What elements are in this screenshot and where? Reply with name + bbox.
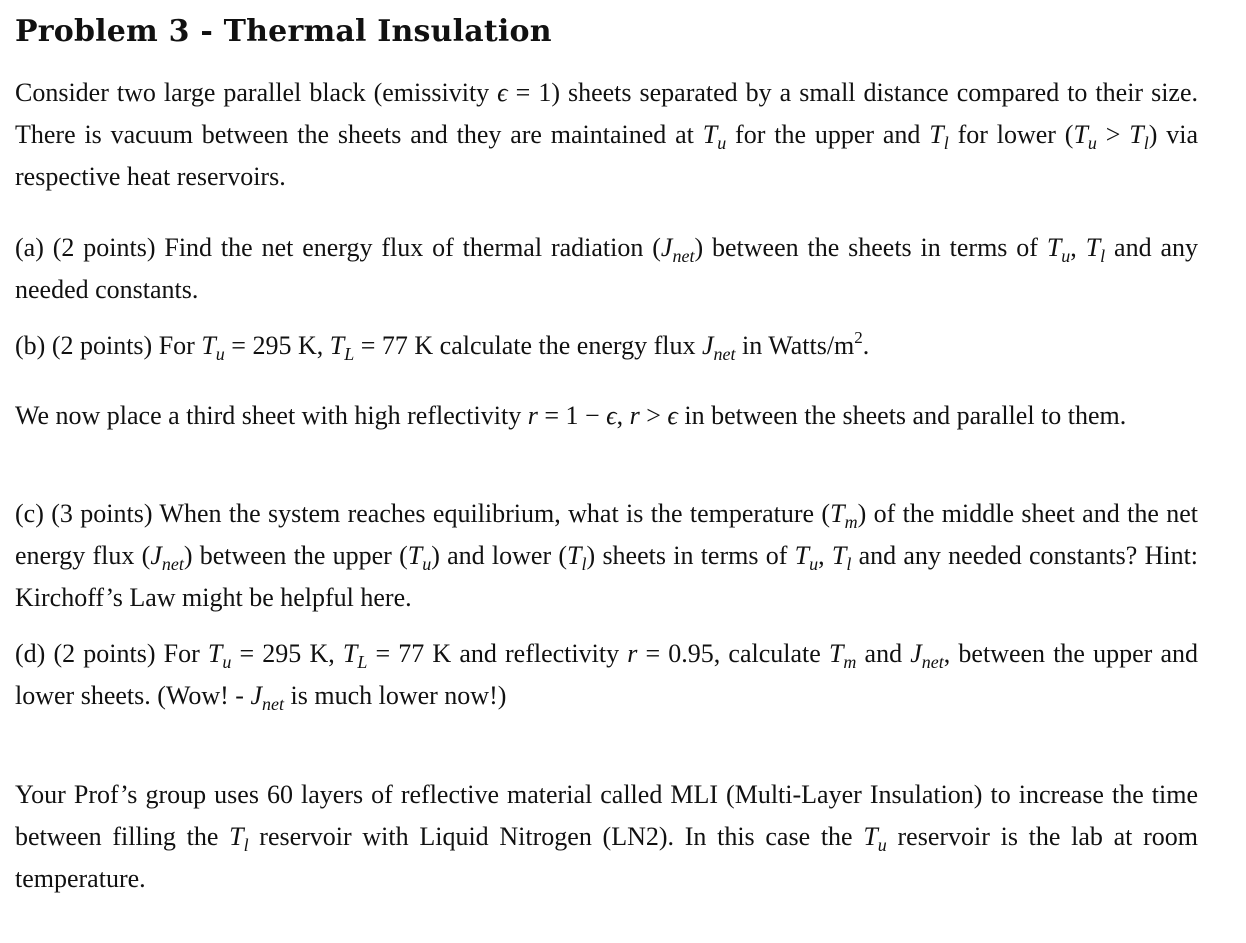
part-d: (d) (2 points) For $T_u = 295$ K, $T_L = 77$ K and reflectivity r = 0.95, calculate $T_m$ and $J_{net}$, between the upper and lower sheets. (Wow! - $J_{net}$ is much lower now!) xyxy=(15,639,1198,714)
third-sheet-paragraph: We now place a third sheet with high reflectivity r = 1 − ϵ, r > ϵ in between the sheets and parallel to them. xyxy=(15,401,1127,430)
part-b: (b) (2 points) For $T_u = 295$ K, $T_L = 77$ K calculate the energy flux $J_{net}$ in Watts/$m^2$. xyxy=(15,328,870,364)
part-c: (c) (3 points) When the system reaches equilibrium, what is the temperature $(T_m)$ of the middle sheet and the net energy flux $(J_{net})$ between the upper $(T_u)$ and lower $(T_l)$ sheets in terms of $T_u$, $T_l$ and any needed constants? Hint: Kirchoff’s Law might be helpful here. xyxy=(15,499,1199,612)
mli-paragraph: Your Prof’s group uses 60 layers of reflective material called MLI (Multi-Layer Insulation) to increase the time between filling the $T_l$ reservoir with Liquid Nitrogen (LN2). In this case the $T_u$ reservoir is the lab at room temperature. xyxy=(15,780,1198,893)
page-title: Problem 3 - Thermal Insulation xyxy=(15,14,552,49)
part-a: (a) (2 points) Find the net energy flux of thermal radiation $(J_{net})$ between the sheets in terms of $T_u$, $T_l$ and any needed constants. xyxy=(15,233,1199,304)
intro-paragraph: Consider two large parallel black (emissivity ϵ = 1) sheets separated by a small distance compared to their size. There is vacuum between the sheets and they are maintained at $T_u$ for the upper and $T_l$ for lower $(T_u > T_l)$ via respective heat reservoirs. xyxy=(15,78,1198,191)
